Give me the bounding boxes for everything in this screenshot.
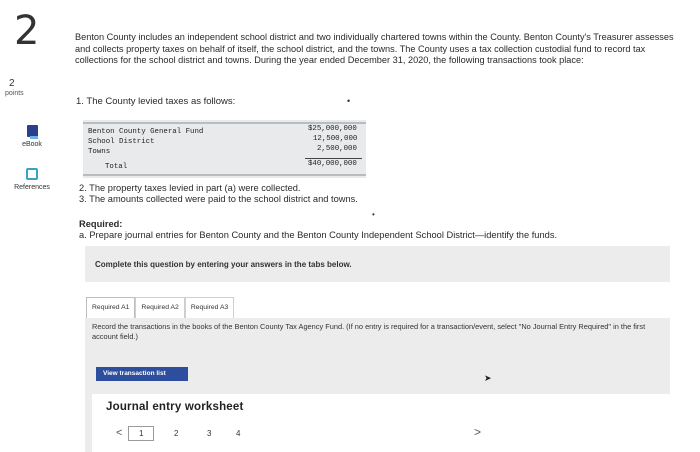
- ebook-icon: [27, 125, 38, 137]
- cursor-marker: •: [372, 210, 375, 219]
- cursor-marker: •: [347, 96, 351, 106]
- transaction-item-1: 1. The County levied taxes as follows:: [76, 96, 236, 107]
- record-instruction: Record the transactions in the books of the Benton County Tax Agency Fund. (If no entry is required for a transaction/event, select "No Journal Entry Required" in the first account field.): [92, 322, 646, 341]
- mouse-pointer-icon: ➤: [484, 373, 492, 383]
- transaction-item-3: 3. The amounts collected were paid to the school district and towns.: [79, 194, 358, 204]
- next-arrow-icon[interactable]: >: [474, 425, 482, 439]
- references-icon: [26, 168, 38, 180]
- prev-arrow-icon[interactable]: <: [116, 427, 123, 439]
- tax-row-amount: $25,000,000: [308, 125, 357, 133]
- table-bottom-rule: [83, 174, 366, 176]
- references-label: References: [14, 184, 50, 191]
- question-number: 2: [14, 8, 40, 54]
- page-current[interactable]: [128, 426, 154, 441]
- required-heading: Required:: [79, 219, 123, 229]
- tax-total-amount: $40,000,000: [308, 160, 357, 168]
- ebook-link[interactable]: [7, 125, 57, 148]
- page-3[interactable]: 3: [207, 429, 212, 438]
- tax-row-amount: 12,500,000: [313, 135, 358, 143]
- page-2[interactable]: 2: [174, 429, 179, 438]
- tax-row-label: Benton County General Fund: [88, 128, 204, 136]
- tab-required-a2[interactable]: Required A2: [135, 297, 184, 319]
- view-transaction-list-button[interactable]: View transaction list: [96, 367, 188, 381]
- tax-row-amount: 2,500,000: [317, 145, 357, 153]
- tab-required-a3[interactable]: Required A3: [185, 297, 234, 319]
- tax-levy-table: [83, 120, 366, 178]
- tax-row-label: School District: [88, 138, 155, 146]
- points-value: 2: [9, 78, 15, 89]
- requirement-tabs: [86, 297, 234, 319]
- transaction-item-2: 2. The property taxes levied in part (a) were collected.: [79, 183, 301, 193]
- worksheet-title: Journal entry worksheet: [106, 401, 244, 413]
- page-4[interactable]: 4: [236, 429, 241, 438]
- transaction-items-2-3: [79, 183, 358, 205]
- required-a-text: a. Prepare journal entries for Benton County and the Benton County Independent School District—identify the funds.: [79, 230, 558, 240]
- instruction-banner: [85, 246, 670, 282]
- table-top-rule: [83, 122, 366, 124]
- page-number: 1: [139, 429, 144, 438]
- tab-required-a1[interactable]: Required A1: [86, 297, 135, 319]
- tax-total-label: Total: [105, 163, 128, 171]
- complete-instruction: Complete this question by entering your answers in the tabs below.: [95, 260, 352, 269]
- total-underline: [305, 158, 362, 159]
- points-label: points: [5, 90, 24, 97]
- references-link[interactable]: [7, 168, 57, 191]
- problem-intro: Benton County includes an independent school district and two individually chartered towns within the County. Benton County's Treasurer assesses and collects property taxes on behalf of itself, the school district, and the towns. The County uses a tax collection custodial fund to record tax collections for the school district and towns. During the year ended December 31, 2020, the following transactions took place:: [75, 32, 674, 66]
- tax-row-label: Towns: [88, 148, 111, 156]
- ebook-label: eBook: [22, 141, 42, 148]
- tab-instruction-panel: [85, 318, 670, 355]
